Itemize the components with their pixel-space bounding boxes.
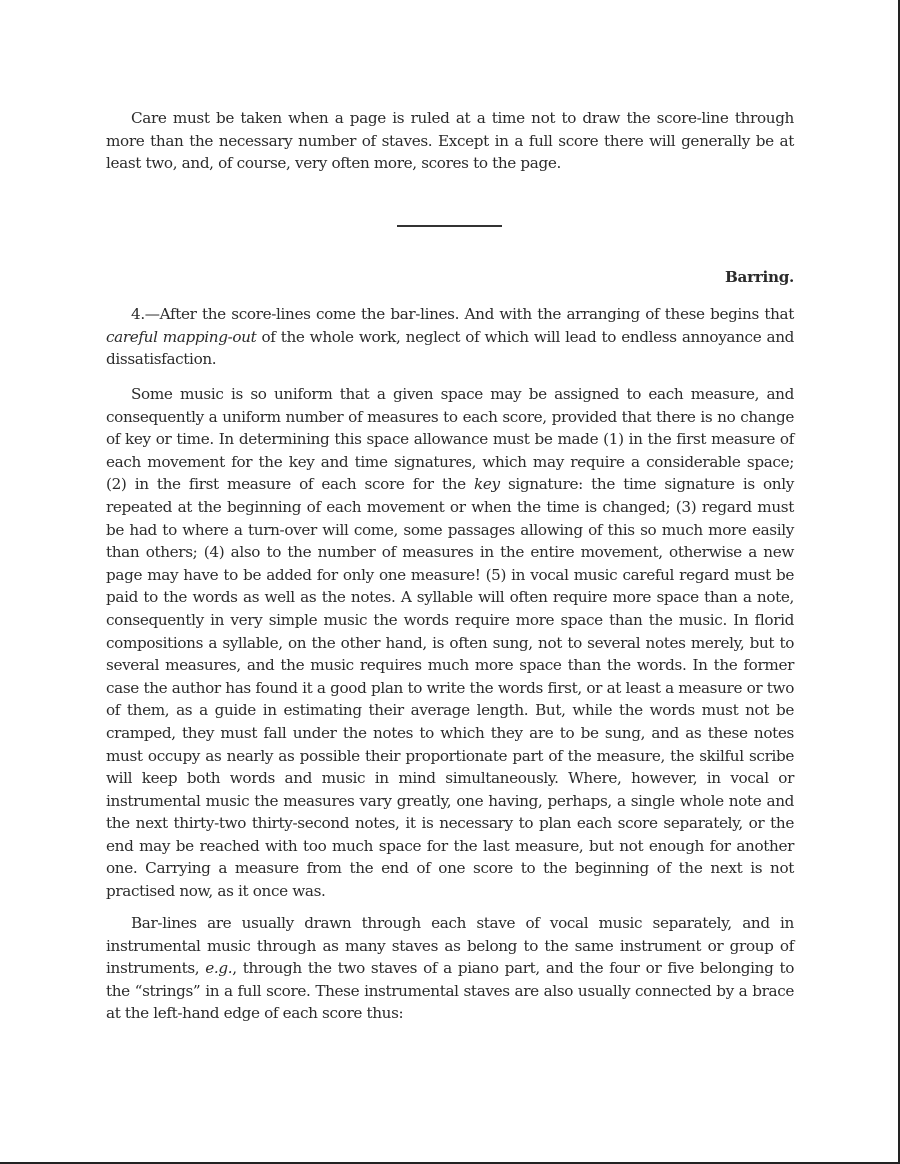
paragraph-text: of the whole work, neglect of which will lead to endless annoyance and dissatisfaction. bbox=[106, 327, 795, 369]
paragraph-text: signature: the time signature is only repeated at the beginning of each movement or when the time is changed; (3) regard must be had to where a turn-over will come, some passages allowing of this so much more easily than others; (4) also to the number of measures in the entire movement, otherwise a new page may have to be added for only one measure! (5) in vocal music careful regard must be paid to the words as well as the notes. A syllable will often require more space than a note, consequently in very simple music the words require more space than the music. In florid compositions a syllable, on the other hand, is often sung, not to several notes merely, but to several measures, and the music requires much more space than the words. In the former case the author has found it a good plan to write the words first, or at least a measure or two of them, as a guide in estimating their average length. But, while the words must not be cramped, they must fall under the notes to which they are to be sung, and as these notes must occupy as nearly as possible their proportionate part of the measure, the skilful scribe will keep both words and music in mind simultaneously. Where, however, in vocal or instrumental music the measures vary greatly, one having, perhaps, a single whole note and the next thirty-two thirty-second notes, it is necessary to plan each score separately, or the end may be reached with too much space for the last measure, but not enough for another one. Carrying a measure from the end of one score to the beginning of the next is not practised now, as it once was. bbox=[106, 475, 794, 901]
emphasis-text: e.g. bbox=[205, 959, 233, 978]
section-divider bbox=[397, 225, 502, 227]
paragraph-text: , through the two staves of a piano part, and the four or five belonging to the “strings” in a full score. These instrumental staves are also usually connected by a brace at the left-hand edge of each score thus: bbox=[106, 959, 794, 1023]
paragraph-uniform-music bbox=[106, 383, 794, 903]
paragraph-score-lines: Care must be taken when a page is ruled at a time not to draw the score-line through more than the necessary number of staves. Except in a full score there will generally be at least two, and, of course, very often more, scores to the page. bbox=[106, 109, 794, 173]
emphasis-text: key bbox=[474, 475, 500, 494]
paragraph-text: Bar-lines are usually drawn through each stave of vocal music separately, and in instrumental music through as many staves as belong to the same instrument or group of instruments, bbox=[106, 914, 794, 978]
paragraph-text: 4.—After the score-lines come the bar-lines. And with the arranging of these begins that bbox=[131, 305, 794, 323]
paragraph-text: Some music is so uniform that a given space may be assigned to each measure, and consequently a uniform number of measures to each score, provided that there is no change of key or time. In determining this space allowance must be made (1) in the first measure of each movement for the key and time signatures, which may require a considerable space; (2) in the first measure of each score for the bbox=[106, 385, 794, 494]
emphasis-text: careful mapping-out bbox=[106, 327, 257, 346]
paragraph-bar-lines-staves bbox=[106, 912, 794, 1025]
section-heading-barring: Barring. bbox=[725, 268, 794, 286]
paragraph-bar-lines-intro bbox=[106, 303, 794, 371]
